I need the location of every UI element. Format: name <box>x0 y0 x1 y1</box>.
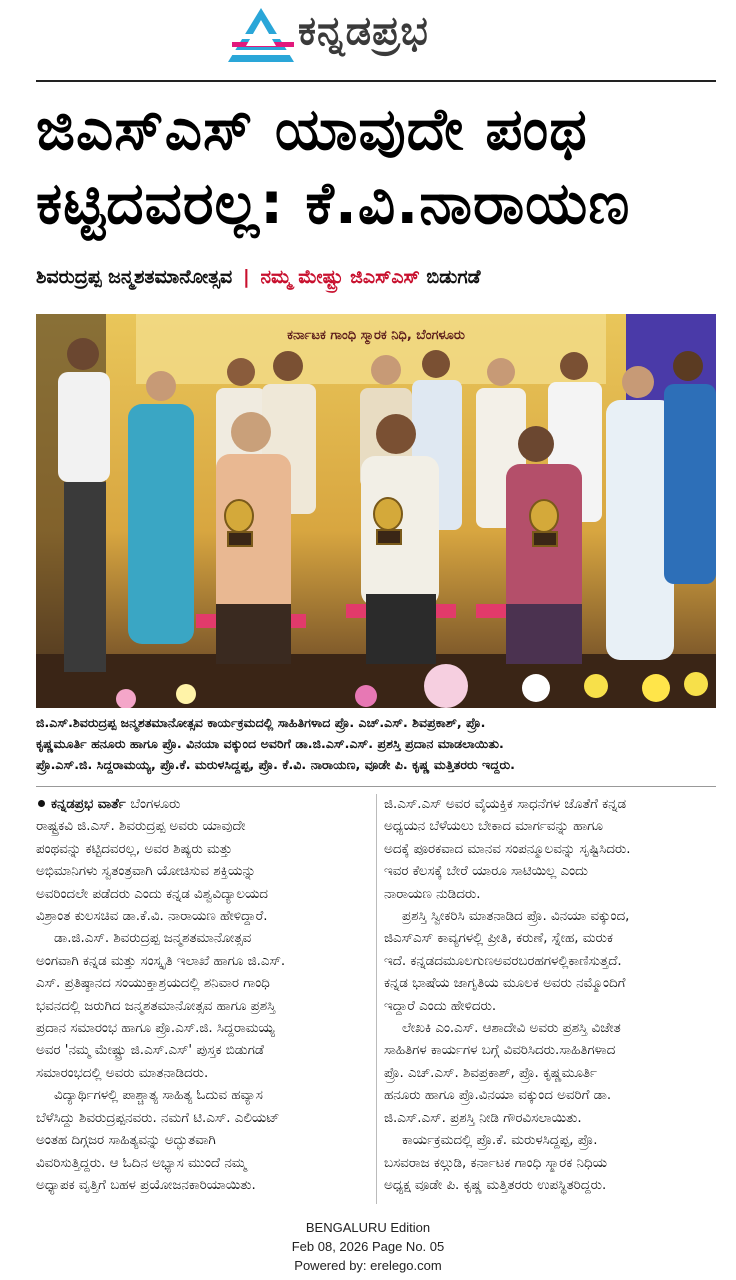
headline-line-1: ಜಿಎಸ್‌ಎಸ್ ಯಾವುದೇ ಪಂಥ <box>36 95 588 163</box>
masthead-rule <box>36 80 716 82</box>
subhead-right: ನಮ್ಮ ಮೇಷ್ಟ್ರು ಜಿಎಸ್‌ಎಸ್ <box>260 266 420 288</box>
article-line: ಪ್ರದಾನ ಸಮಾರಂಭ ಹಾಗೂ ಪ್ರೊ.ಎಸ್.ಜಿ. ಸಿದ್ದರಾಮಯ್ಯ <box>36 1021 275 1037</box>
photo-caption <box>36 712 720 775</box>
article-line: ಜಿಎಸ್‌ಎಸ್ ಕಾವ್ಯಗಳಲ್ಲಿ ಪ್ರೀತಿ, ಕರುಣೆ, ಸ್ನೇಹ, ಮರುಕ <box>384 931 613 947</box>
photo-banner-text: ಕರ್ನಾಟಕ ಗಾಂಧಿ ಸ್ಮಾರಕ ನಿಧಿ, ಬೆಂಗಳೂರು <box>287 328 465 343</box>
article-line: ವಿವರಿಸುತ್ತಿದ್ದರು. ಆ ಓದಿನ ಅಭ್ಯಾಸ ಮುಂದೆ ನಮ್ಮ <box>36 1155 247 1171</box>
article-line: ಭವನದಲ್ಲಿ ಜರುಗಿದ ಜನ್ಮಶತಮಾನೋತ್ಸವ ಹಾಗೂ ಪ್ರಶಸ್ತಿ <box>36 998 276 1014</box>
article-line: ಹನೂರು ಹಾಗೂ ಪ್ರೊ.ವಿನಯಾ ವಕ್ಕುಂದ ಅವರಿಗೆ ಡಾ. <box>384 1088 612 1104</box>
byline-place: ಬೆಂಗಳೂರು <box>130 797 181 812</box>
headline-line-2: ಕಟ್ಟಿದವರಲ್ಲ: ಕೆ.ವಿ.ನಾರಾಯಣ <box>36 169 631 237</box>
article-line: ಅದಕ್ಕೆ ಪೂರಕವಾದ ಮಾನವ ಸಂಪನ್ಮೂಲವನ್ನು ಸೃಷ್ಟಿಸಿದರು. <box>384 841 631 857</box>
article-line: ವಿಶ್ರಾಂತ ಕುಲಸಚಿವ ಡಾ.ಕೆ.ವಿ. ನಾರಾಯಣ ಹೇಳಿದ್ದಾರೆ. <box>36 909 268 925</box>
article-line: ಇದೆ. ಕನ್ನಡದಮೂಲಗುಣಅವರಬರಹಗಳಲ್ಲಿಕಾಣಿಸುತ್ತದೆ. <box>384 953 622 969</box>
event-photo <box>36 314 716 708</box>
article-line: ನಾರಾಯಣ ನುಡಿದರು. <box>384 886 481 902</box>
bullet-icon <box>38 800 45 807</box>
article-line: ಅಭಿಮಾನಿಗಳು ಸ್ವತಂತ್ರವಾಗಿ ಯೋಚಿಸುವ ಶಕ್ತಿಯನ್ನು <box>36 864 256 880</box>
event-photo-illustration <box>36 314 716 708</box>
article-line: ಬೆಳೆಸಿದ್ದು ಶಿವರುದ್ರಪ್ಪನವರು. ನಮಗೆ ಟಿ.ಎಸ್. ಎಲಿಯಟ್ <box>36 1110 280 1126</box>
article-line: ಸಮಾರಂಭದಲ್ಲಿ ಅವರು ಮಾತನಾಡಿದರು. <box>36 1065 209 1081</box>
article-line: ಇವರ ಕೆಲಸಕ್ಕೆ ಬೇರೆ ಯಾರೂ ಸಾಟಿಯಿಲ್ಲ ಎಂದು <box>384 864 588 880</box>
column-divider <box>376 794 377 1204</box>
footer-powered-by: Powered by: erelego.com <box>294 1258 442 1273</box>
article-line: ಪಂಥವನ್ನು ಕಟ್ಟಿದವರಲ್ಲ, ಅವರ ಶಿಷ್ಯರು ಮತ್ತು <box>36 841 233 857</box>
subhead-left: ಶಿವರುದ್ರಪ್ಪ ಜನ್ಮಶತಮಾನೋತ್ಸವ <box>36 266 233 288</box>
article-line: ಅಧ್ಯಯನ ಬೆಳೆಯಲು ಬೇಕಾದ ಮಾರ್ಗವನ್ನು ಹಾಗೂ <box>384 819 603 835</box>
article-line: ಪ್ರಶಸ್ತಿ ಸ್ವೀಕರಿಸಿ ಮಾತನಾಡಿದ ಪ್ರೊ. ವಿನಯಾ ವಕ್ಕುಂದ, <box>402 909 630 925</box>
article-line: ಅಧ್ಯಕ್ಷ ವೂಡೇ ಪಿ. ಕೃಷ್ಣ ಮತ್ತಿತರರು ಉಪಸ್ಥಿತರಿದ್ದರು. <box>384 1177 607 1193</box>
article-column-right <box>384 794 720 1197</box>
caption-line: ಜಿ.ಎಸ್.ಶಿವರುದ್ರಪ್ಪ ಜನ್ಮಶತಮಾನೋತ್ಸವ ಕಾರ್ಯಕ್ರಮದಲ್ಲಿ ಸಾಹಿತಿಗಳಾದ ಪ್ರೊ. ಎಚ್.ಎಸ್. ಶಿವಪ್ರಕಾಶ್, ಪ್ರೊ. <box>36 715 486 730</box>
byline-source: ಕನ್ನಡಪ್ರಭ ವಾರ್ತೆ <box>51 797 126 812</box>
article-line: ಡಾ.ಜಿ.ಎಸ್. ಶಿವರುದ್ರಪ್ಪ ಜನ್ಮಶತಮಾನೋತ್ಸವ <box>54 931 252 947</box>
footer-date-page: Feb 08, 2026 Page No. 05 <box>291 1239 445 1254</box>
caption-rule <box>36 786 716 787</box>
headline <box>36 92 720 240</box>
article-line: ಕಾರ್ಯಕ್ರಮದಲ್ಲಿ ಪ್ರೊ.ಕೆ. ಮರುಳಸಿದ್ದಪ್ಪ, ಪ್ರೊ. <box>402 1133 598 1149</box>
article-line: ಇದ್ದಾರೆ ಎಂದು ಹೇಳಿದರು. <box>384 998 497 1014</box>
subheadline <box>36 266 720 288</box>
page-footer <box>0 1218 736 1275</box>
caption-line: ಕೃಷ್ಣಮೂರ್ತಿ ಹನೂರು ಹಾಗೂ ಪ್ರೊ. ವಿನಯಾ ವಕ್ಕುಂದ ಅವರಿಗೆ ಡಾ.ಜಿ.ಎಸ್.ಎಸ್. ಪ್ರಶಸ್ತಿ ಪ್ರದಾನ ಮಾಡಲಾಯಿತು. <box>36 736 504 751</box>
article-line: ಜಿ.ಎಸ್.ಎಸ್ ಅವರ ವೈಯಕ್ತಿಕ ಸಾಧನೆಗಳ ಜೊತೆಗೆ ಕನ್ನಡ <box>384 797 626 812</box>
article-line: ಅವರ 'ನಮ್ಮ ಮೇಷ್ಟ್ರು ಜಿ.ಎಸ್.ಎಸ್' ಪುಸ್ತಕ ಬಿಡುಗಡೆ <box>36 1043 264 1059</box>
byline <box>36 794 372 816</box>
article-line: ಜಿ.ಎಸ್.ಎಸ್. ಪ್ರಶಸ್ತಿ ನೀಡಿ ಗೌರವಿಸಲಾಯಿತು. <box>384 1110 582 1126</box>
article-line: ಎಸ್. ಪ್ರತಿಷ್ಠಾನದ ಸಂಯುಕ್ತಾಶ್ರಯದಲ್ಲಿ ಶನಿವಾರ ಗಾಂಧಿ <box>36 976 270 992</box>
kannada-prabha-logo-icon <box>226 6 296 64</box>
article-line: ಬಸವರಾಜ ಕಲ್ಗುಡಿ, ಕರ್ನಾಟಕ ಗಾಂಧಿ ಸ್ಮಾರಕ ನಿಧಿಯ <box>384 1155 607 1171</box>
subhead-right-tail: ಬಿಡುಗಡೆ <box>426 266 481 288</box>
article-line: ಅಧ್ಯಾಪಕ ವೃತ್ತಿಗೆ ಬಹಳ ಪ್ರಯೋಜನಕಾರಿಯಾಯಿತು. <box>36 1177 256 1193</box>
subhead-separator: | <box>242 266 250 288</box>
article-line: ವಿದ್ಯಾರ್ಥಿಗಳಲ್ಲಿ ಪಾಶ್ಚಾತ್ಯ ಸಾಹಿತ್ಯ ಓದುವ ಹವ್ಯಾಸ <box>54 1088 263 1104</box>
article-line: ಅಂತಹ ದಿಗ್ಗಜರ ಸಾಹಿತ್ಯವನ್ನು ಅದ್ಭುತವಾಗಿ <box>36 1133 216 1149</box>
article-line: ಲೇಖಕಿ ಎಂ.ಎಸ್. ಆಶಾದೇವಿ ಅವರು ಪ್ರಶಸ್ತಿ ವಿಜೇತ <box>402 1021 621 1037</box>
article-line: ಅಂಗವಾಗಿ ಕನ್ನಡ ಮತ್ತು ಸಂಸ್ಕೃತಿ ಇಲಾಖೆ ಹಾಗೂ ಜಿ.ಎಸ್. <box>36 953 286 969</box>
article-line: ಅವರಿಂದಲೇ ಪಡೆದರು ಎಂದು ಕನ್ನಡ ವಿಶ್ವವಿದ್ಯಾಲಯದ <box>36 886 268 902</box>
article-line: ಸಾಹಿತಿಗಳ ಕಾರ್ಯಗಳ ಬಗ್ಗೆ ವಿವರಿಸಿದರು.ಸಾಹಿತಿಗಳಾದ <box>384 1043 616 1059</box>
caption-line: ಪ್ರೊ.ಎಸ್.ಜಿ. ಸಿದ್ದರಾಮಯ್ಯ, ಪ್ರೊ.ಕೆ. ಮರುಳಸಿದ್ದಪ್ಪ, ಪ್ರೊ. ಕೆ.ವಿ. ನಾರಾಯಣ, ವೂಡೇ ಪಿ. ಕೃಷ್ಣ ಮತ್ತಿತರರು ಇದ್ದರು. <box>36 757 515 772</box>
article-line: ರಾಷ್ಟ್ರಕವಿ ಜಿ.ಎಸ್. ಶಿವರುದ್ರಪ್ಪ ಅವರು ಯಾವುದೇ <box>36 819 246 835</box>
masthead <box>0 0 736 80</box>
article-line: ಪ್ರೊ. ಎಚ್.ಎಸ್. ಶಿವಪ್ರಕಾಶ್, ಪ್ರೊ. ಕೃಷ್ಣಮೂರ್ತಿ <box>384 1065 597 1081</box>
article-line: ಕನ್ನಡ ಭಾಷೆಯ ಜಾಗೃತಿಯ ಮೂಲಕ ಅವರು ನಮ್ಮೊಂದಿಗೆ <box>384 976 626 992</box>
article-column-left <box>36 794 372 1197</box>
footer-edition: BENGALURU Edition <box>305 1220 431 1235</box>
masthead-title: ಕನ್ನಡಪ್ರಭ <box>298 8 429 54</box>
